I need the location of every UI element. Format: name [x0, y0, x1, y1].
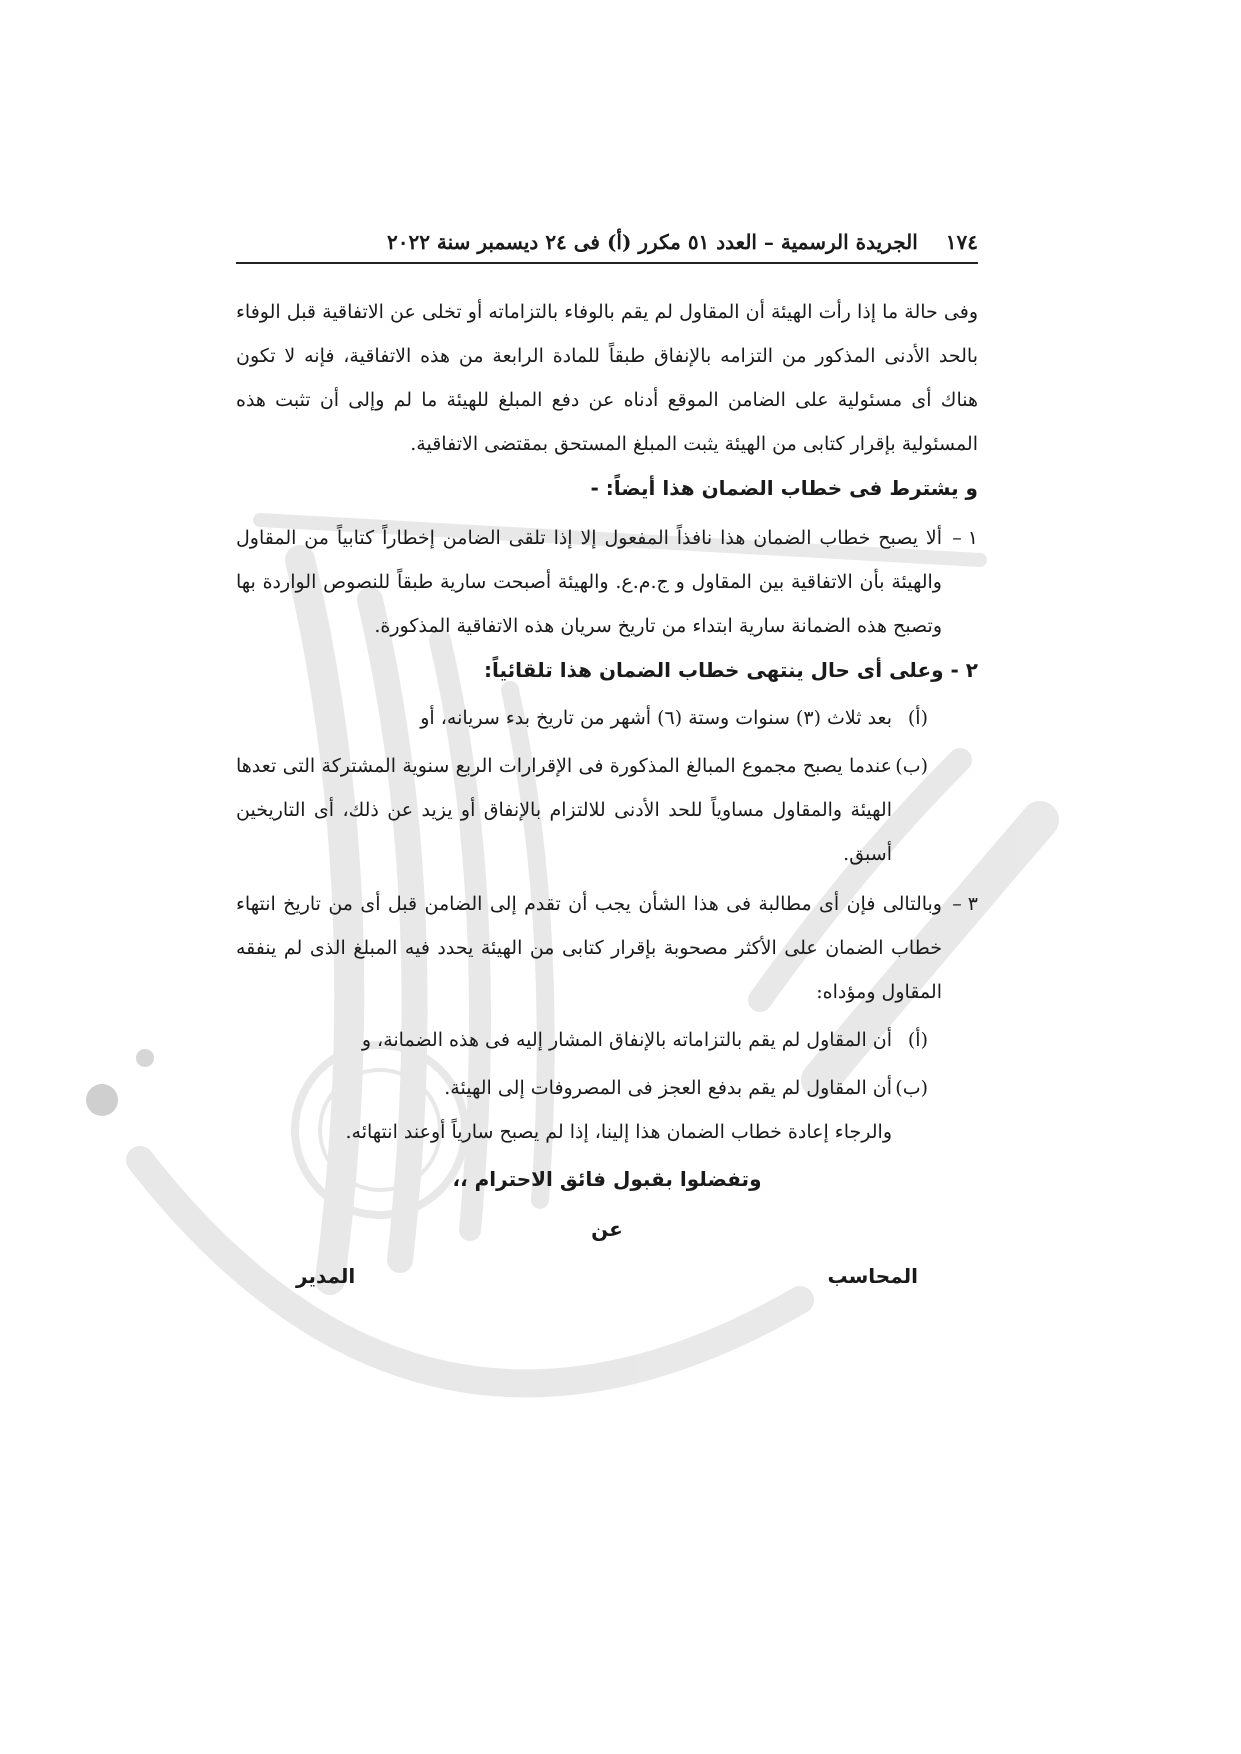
- clause-3-text: وبالتالى فإن أى مطالبة فى هذا الشأن يجب أن تقدم إلى الضامن قبل أى من تاريخ انتهاء خطاب الضمان على الأكثر مصحوبة بإقرار كتابى من الهيئة يحدد فيه المبلغ الذى لم ينفقه المقاول ومؤداه:: [236, 893, 942, 1003]
- clause-2-heading: ٢ - وعلى أى حال ينتهى خطاب الضمان هذا تلقائياً:: [483, 658, 978, 682]
- clause-3: [236, 882, 978, 1014]
- clause-3-b-text: أن المقاول لم يقم بدفع العجز فى المصروفات إلى الهيئة.: [444, 1077, 892, 1099]
- clause-1-text: ألا يصبح خطاب الضمان هذا نافذاً المفعول إلا إذا تلقى الضامن إخطاراً كتابياً من المقاول والهيئة بأن الاتفاقية بين المقاول و ج.م.ع. والهيئة أصبحت سارية طبقاً للنصوص الواردة بها وتصبح هذه الضمانة سارية ابتداء من تاريخ سريان هذه الاتفاقية المذكورة.: [236, 527, 942, 637]
- clause-2-b: [236, 744, 928, 876]
- gazette-title: الجريدة الرسمية – العدد ٥١ مكرر (أ) فى ٢٤ ديسمبر سنة ٢٠٢٢: [386, 230, 918, 254]
- clause-3-a: [236, 1018, 928, 1062]
- return-request: والرجاء إعادة خطاب الضمان هذا إلينا، إذا لم يصبح سارياً أوعند انتهائه.: [345, 1121, 892, 1143]
- clause-2-a: [236, 696, 928, 740]
- clause-3-b: [236, 1066, 928, 1110]
- clause-1: [236, 516, 978, 648]
- condition-heading: و يشترط فى خطاب الضمان هذا أيضاً: -: [590, 476, 978, 500]
- clause-2-a-text: بعد ثلاث (٣) سنوات وستة (٦) أشهر من تاريخ بدء سريانه، أو: [420, 707, 892, 729]
- signature-block: [236, 1264, 978, 1288]
- clause-3-b-label: (ب): [895, 1077, 928, 1099]
- closing-salutation: وتفضلوا بقبول فائق الاحترام ،،: [452, 1167, 762, 1191]
- clause-1-number: ١ –: [952, 527, 978, 549]
- clause-3-a-text: أن المقاول لم يقم بالتزاماته بالإنفاق المشار إليه فى هذه الضمانة، و: [361, 1029, 892, 1051]
- signature-director: المدير: [296, 1264, 356, 1288]
- intro-paragraph: وفى حالة ما إذا رأت الهيئة أن المقاول لم يقم بالوفاء بالتزاماته أو تخلى عن الاتفاقية قبل الوفاء بالحد الأدنى المذكور من التزامه بالإنفاق طبقاً للمادة الرابعة من هذه الاتفاقية، فإنه لا تكون هناك أى مسئولية على الضامن الموقع أدناه عن دفع المبلغ للهيئة ما لم وإلى أن تثبت هذه المسئولية بإقرار كتابى من الهيئة يثبت المبلغ المستحق بمقتضى الاتفاقية.: [236, 301, 978, 455]
- clause-2-a-label: (أ): [907, 707, 928, 729]
- document-body: [236, 290, 978, 1288]
- clause-3-a-label: (أ): [907, 1029, 928, 1051]
- on-behalf-label: عن: [591, 1217, 623, 1241]
- clause-3-number: ٣ –: [952, 893, 978, 915]
- clause-2-b-text: عندما يصبح مجموع المبالغ المذكورة فى الإقرارات الربع سنوية المشتركة التى تعدها الهيئة والمقاول مساوياً للحد الأدنى للالتزام بالإنفاق أو يزيد عن ذلك، أى التاريخين أسبق.: [236, 755, 892, 865]
- clause-2-b-label: (ب): [895, 755, 928, 777]
- document-page: [236, 214, 978, 1288]
- signature-accountant: المحاسب: [827, 1264, 918, 1288]
- page-header: [236, 214, 978, 264]
- page-number: ١٧٤: [945, 230, 978, 254]
